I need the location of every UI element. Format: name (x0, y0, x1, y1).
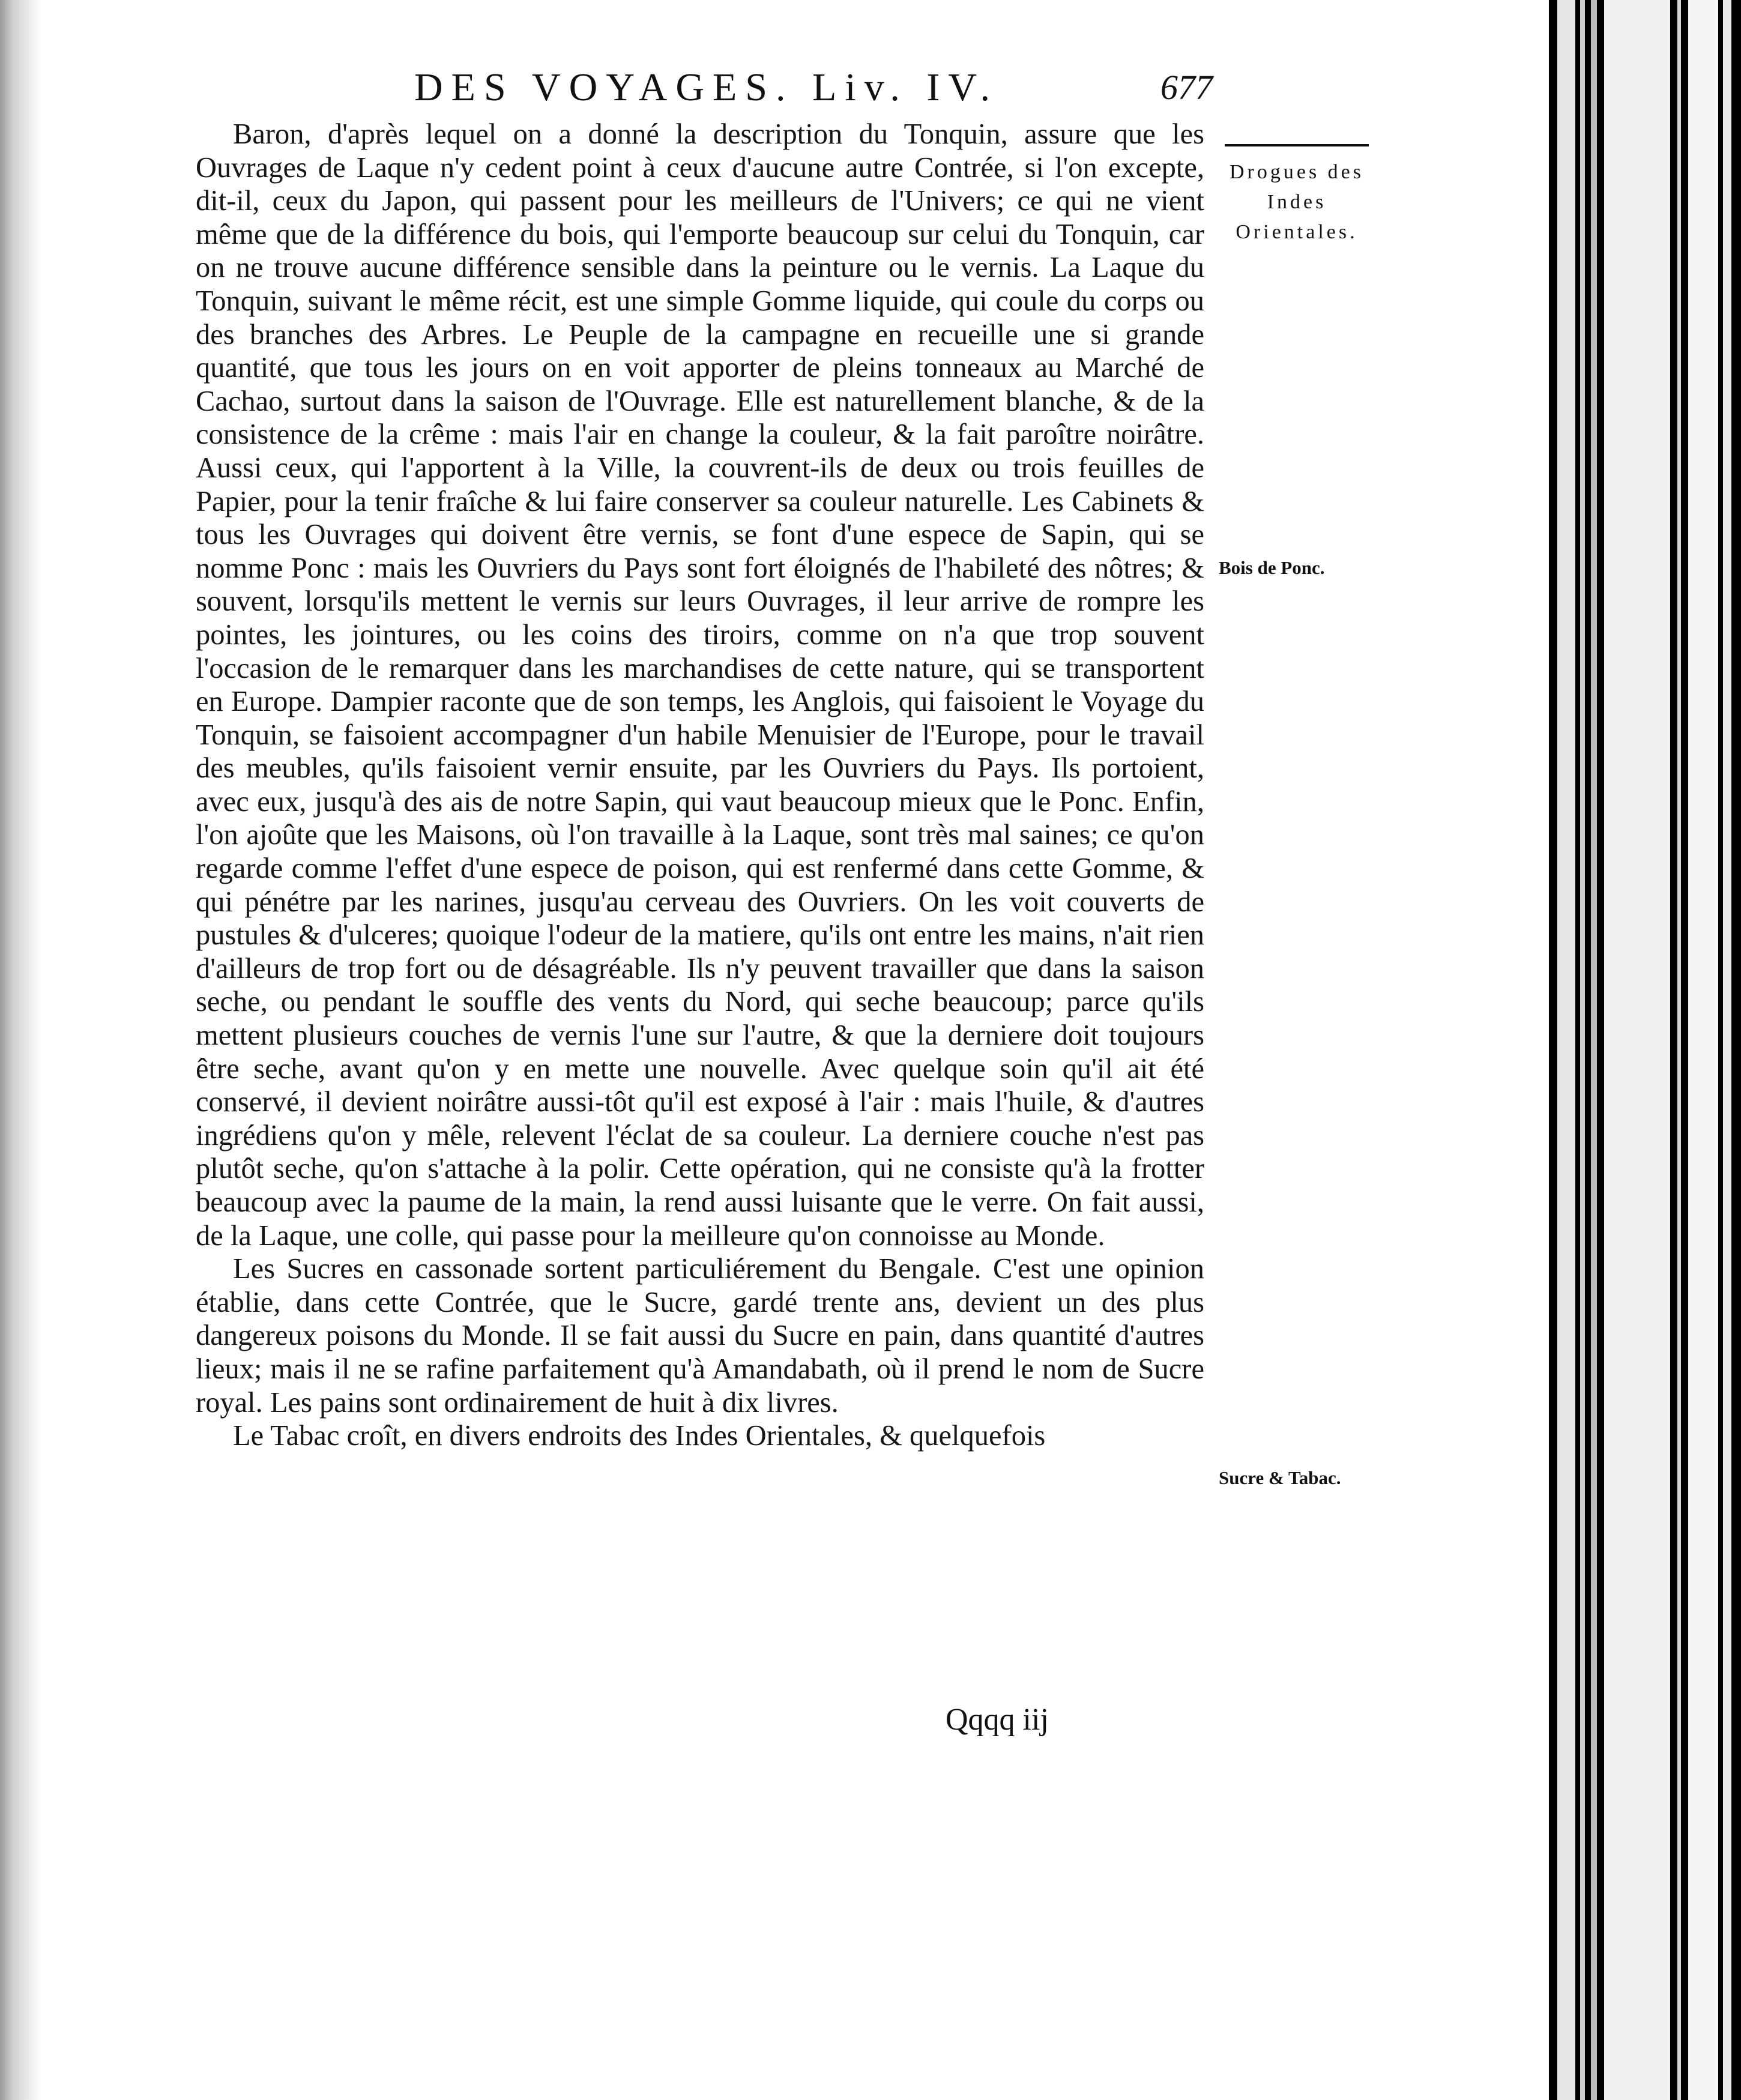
page-edges (1549, 0, 1741, 2100)
paragraph-sucre: Les Sucres en cassonade sortent particuliérement du Bengale. C'est une opinion établie, dans cette Contrée, que le Sucre, gardé trente ans, devient un des plus dangereux poisons du Monde. Il se fait aussi du Sucre en pain, dans quantité d'autres lieux; mais il ne se rafine parfaitement qu'à Amandabath, où il prend le nom de Sucre royal. Les pains sont ordinairement de huit à dix livres. (196, 1253, 1204, 1419)
margin-note-bois-de-ponc: Bois de Ponc. (1219, 557, 1325, 578)
paragraph-laque: Baron, d'après lequel on a donné la description du Tonquin, assure que les Ouvrages de Laque n'y cedent point à ceux d'aucune autre Contrée, si l'on excepte, dit-il, ceux du Japon, qui passent pour les meilleurs de l'Univers; ce qui ne vient même que de la différence du bois, qui l'emporte beaucoup sur celui du Tonquin, car on ne trouve aucune différence sensible dans la peinture ou le vernis. La Laque du Tonquin, suivant le même récit, est une simple Gomme liquide, qui coule du corps ou des branches des Arbres. Le Peuple de la campagne en recueille une si grande quantité, que tous les jours on en voit apporter de pleins tonneaux au Marché de Cachao, surtout dans la saison de l'Ouvrage. Elle est naturellement blanche, & de la consistence de la crême : mais l'air en change la couleur, & la fait paroître noirâtre. Aussi ceux, qui l'apportent à la Ville, la couvrent-ils de deux ou trois feuilles de Papier, pour la tenir fraîche & lui faire conserver sa couleur naturelle. Les Cabinets & tous les Ouvrages qui doivent être vernis, se font d'une espece de Sapin, qui se nomme Ponc : mais les Ouvriers du Pays sont fort éloignés de l'habileté des nôtres; & souvent, lorsqu'ils mettent le vernis sur leurs Ouvrages, il leur arrive de rompre les pointes, les jointures, ou les coins des tiroirs, comme on n'a que trop souvent l'occasion de le remarquer dans les marchandises de cette nature, qui se transportent en Europe. Dampier raconte que de son temps, les Anglois, qui faisoient le Voyage du Tonquin, se faisoient accompagner d'un habile Menuisier de l'Europe, pour le travail des meubles, qu'ils faisoient vernir ensuite, par les Ouvriers du Pays. Ils portoient, avec eux, jusqu'à des ais de notre Sapin, qui vaut beaucoup mieux que le Ponc. Enfin, l'on ajoûte que les Maisons, où l'on travaille à la Laque, sont très mal saines; ce qu'on regarde comme l'effet d'une espece de poison, qui est renfermé dans cette Gomme, & qui pénétre par les narines, jusqu'au cerveau des Ouvriers. On les voit couverts de pustules & d'ulceres; quoique l'odeur de la matiere, qu'ils ont entre les mains, n'ait rien d'ailleurs de trop fort ou de désagréable. Ils n'y peuvent travailler que dans la saison seche, ou pendant le souffle des vents du Nord, qui seche beaucoup; parce qu'ils mettent plusieurs couches de vernis l'une sur l'autre, & que la derniere doit toujours être seche, avant qu'on y en mette une nouvelle. Avec quelque soin qu'il ait été conservé, il devient noirâtre aussi-tôt qu'il est exposé à l'air : mais l'huile, & d'autres ingrédiens qu'on y mêle, relevent l'éclat de sa couleur. La derniere couche n'est pas plutôt seche, qu'on s'attache à la polir. Cette opération, qui ne consiste qu'à la frotter beaucoup avec la paume de la main, la rend aussi luisante que le verre. On fait aussi, de la Laque, une colle, qui passe pour la meilleure qu'on connoisse au Monde. (196, 118, 1204, 1252)
margin-rule (1225, 144, 1369, 146)
page-number: 677 (1160, 68, 1213, 107)
running-title: DES VOYAGES. Liv. IV. (414, 65, 999, 109)
page-edge (1604, 0, 1670, 2100)
page-edge (1591, 0, 1597, 2100)
signature-mark: Qqqq iij (946, 1703, 1049, 1737)
margin-note-sucre-tabac: Sucre & Tabac. (1219, 1467, 1341, 1488)
page-edge (1557, 0, 1575, 2100)
paragraph-tabac: Le Tabac croît, en divers endroits des Indes Orientales, & quelquefois (233, 1420, 1046, 1452)
gutter-shadow (0, 0, 42, 2100)
page-header (414, 65, 1213, 119)
margin-note-drogues: Drogues des Indes Orientales. (1229, 161, 1365, 243)
page-edge (1723, 0, 1731, 2100)
page-edge (1677, 0, 1681, 2100)
body-text (196, 118, 1204, 1453)
page-edge (1688, 0, 1718, 2100)
page-edge (1580, 0, 1585, 2100)
